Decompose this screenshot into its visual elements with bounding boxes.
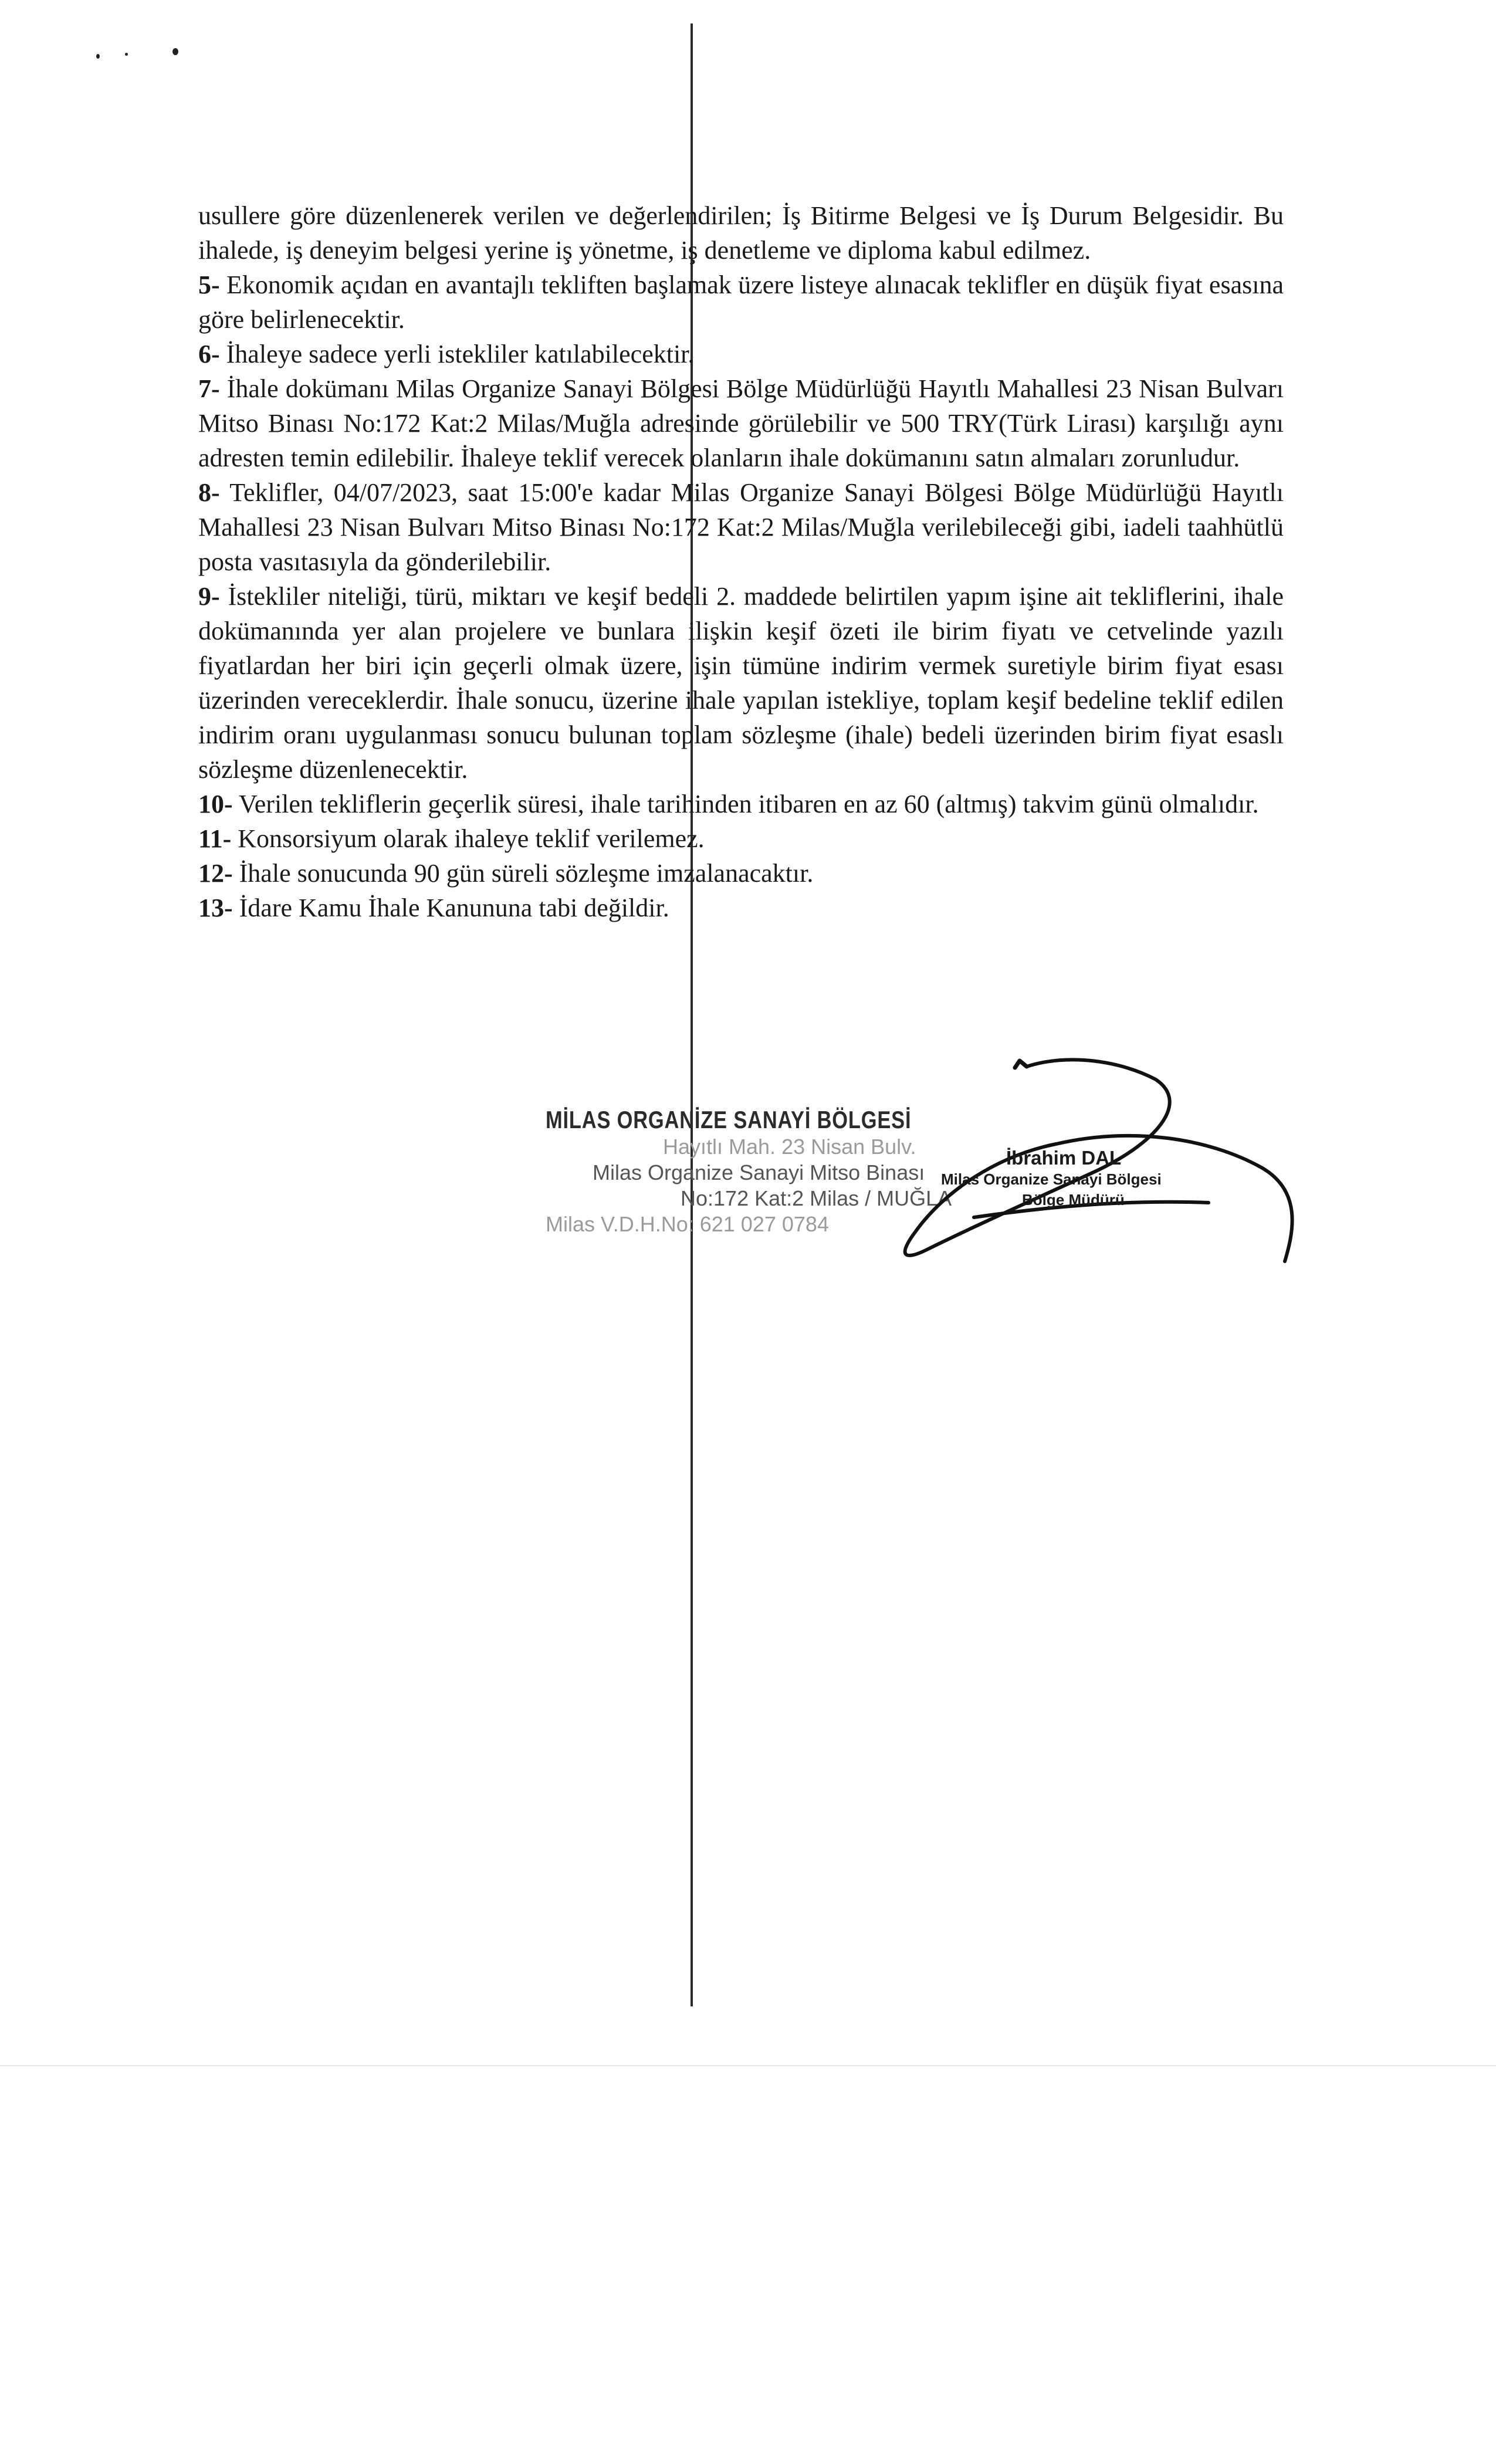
article-number: 8- xyxy=(198,478,220,507)
stamp-title: MİLAS ORGANİZE SANAYİ BÖLGESİ xyxy=(546,1106,912,1133)
scan-speck xyxy=(96,54,100,59)
stamp-address-line-3: No:172 Kat:2 Milas / MUĞLA xyxy=(681,1186,952,1210)
signatory-name: İbrahim DAL xyxy=(1006,1147,1122,1169)
article-number: 13- xyxy=(198,893,233,922)
article-text: İdare Kamu İhale Kanununa tabi değildir. xyxy=(239,893,669,922)
scan-speck xyxy=(172,48,178,55)
article-text: İhaleye sadece yerli istekliler katılabilecektir. xyxy=(226,340,695,368)
article-number: 10- xyxy=(198,790,233,818)
article-10 xyxy=(198,787,1284,821)
article-text: Konsorsiyum olarak ihaleye teklif verilemez. xyxy=(238,824,705,853)
article-6 xyxy=(198,337,1284,371)
article-text: İstekliler niteliği, türü, miktarı ve keşif bedeli 2. maddede belirtilen yapım işine ait tekliflerini, ihale dokümanında yer alan projelere ve bunlara ilişkin keşif özeti ile birim fiyatı ve cetvelinde yazılı fiyatlardan her biri için geçerli olmak üzere, işin tümüne indirim vermek suretiyle birim fiyat esası üzerinden vereceklerdir. İhale sonucu, üzerine ihale yapılan istekliye, toplam keşif bedeline teklif edilen indirim oranı uygulanması sonucu bulunan toplam sözleşme (ihale) bedeli üzerinden birim fiyat esaslı sözleşme düzenlenecektir. xyxy=(198,582,1284,784)
article-text: İhale sonucunda 90 gün süreli sözleşme imzalanacaktır. xyxy=(239,859,814,888)
article-text: Ekonomik açıdan en avantajlı tekliften başlamak üzere listeye alınacak teklifler en düşük fiyat esasına göre belirlenecektir. xyxy=(198,270,1284,334)
page-bottom-edge xyxy=(0,2065,1496,2066)
article-text: İhale dokümanı Milas Organize Sanayi Bölgesi Bölge Müdürlüğü Hayıtlı Mahallesi 23 Nisan Bulvarı Mitso Binası No:172 Kat:2 Milas/Muğla adresinde görülebilir ve 500 TRY(Türk Lirası) karşılığı aynı adresten temin edilebilir. İhaleye teklif verecek olanların ihale dokümanını satın almaları zorunludur. xyxy=(198,374,1284,472)
stamp-address-line-2: Milas Organize Sanayi Mitso Binası xyxy=(593,1160,925,1184)
article-9 xyxy=(198,579,1284,787)
article-7 xyxy=(198,371,1284,475)
institution-stamp xyxy=(546,1106,952,1237)
document-body xyxy=(198,198,1284,925)
stamp-address-line-1: Hayıtlı Mah. 23 Nisan Bulv. xyxy=(663,1135,916,1159)
article-5 xyxy=(198,268,1284,337)
signature-stroke xyxy=(1015,1061,1027,1068)
paragraph-text: usullere göre düzenlenerek verilen ve değerlendirilen; İş Bitirme Belgesi ve İş Durum Belgesidir. Bu ihalede, iş deneyim belgesi yerine iş yönetme, iş denetleme ve diploma kabul edilmez. xyxy=(198,201,1284,265)
article-number: 12- xyxy=(198,859,233,888)
article-number: 11- xyxy=(198,824,232,853)
scan-speck xyxy=(125,53,128,56)
article-8 xyxy=(198,475,1284,579)
paragraph-continuation xyxy=(198,198,1284,268)
signatory-title: Bölge Müdürü xyxy=(1022,1191,1125,1209)
article-text: Teklifler, 04/07/2023, saat 15:00'e kadar Milas Organize Sanayi Bölgesi Bölge Müdürlüğü Hayıtlı Mahallesi 23 Nisan Bulvarı Mitso Binası No:172 Kat:2 Milas/Muğla verilebileceği gibi, iadeli taahhütlü posta vasıtasıyla da gönderilebilir. xyxy=(198,478,1284,576)
article-12 xyxy=(198,856,1284,891)
article-number: 9- xyxy=(198,582,220,611)
stamp-tax-number: Milas V.D.H.No: 621 027 0784 xyxy=(546,1212,829,1236)
article-number: 7- xyxy=(198,374,220,403)
article-number: 5- xyxy=(198,270,220,299)
article-11 xyxy=(198,821,1284,856)
article-text: Verilen tekliflerin geçerlik süresi, ihale tarihinden itibaren en az 60 (altmış) takvim günü olmalıdır. xyxy=(238,790,1259,818)
article-number: 6- xyxy=(198,340,220,368)
article-13 xyxy=(198,891,1284,925)
signatory-organization: Milas Organize Sanayi Bölgesi xyxy=(941,1170,1162,1188)
